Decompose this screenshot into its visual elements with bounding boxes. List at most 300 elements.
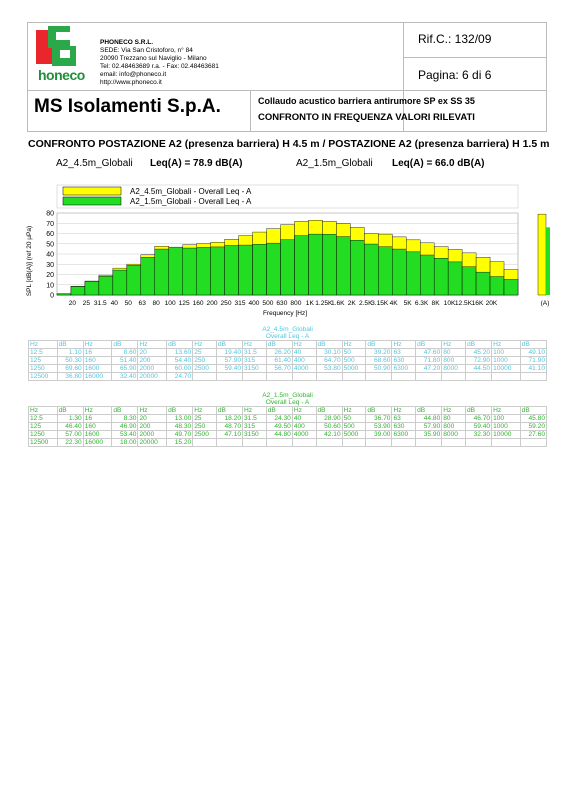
table-cell: 50.60 — [316, 423, 342, 431]
table-cell: 6300 — [392, 365, 416, 373]
table-cell: 32.30 — [465, 431, 491, 439]
legend-label-series2: A2_1.5m_Globali - Overall Leq - A — [130, 197, 252, 206]
table-cell: 10000 — [492, 431, 521, 439]
x-tick-label: 63 — [138, 300, 146, 307]
x-tick-label: (A) — [540, 300, 550, 307]
table-cell — [465, 373, 491, 381]
table-cell: 1250 — [29, 431, 58, 439]
table-cell: 71.80 — [416, 357, 442, 365]
table-cell: 57.90 — [216, 357, 242, 365]
bar-series2 — [99, 276, 113, 295]
table-cell: 49.70 — [167, 431, 193, 439]
table-cell: 40 — [292, 349, 316, 357]
divider — [27, 90, 547, 91]
table-header-cell: Hz — [492, 407, 521, 415]
x-tick-label: 31.5 — [93, 300, 107, 307]
table-cell: 12.5 — [29, 415, 58, 423]
table-cell — [416, 373, 442, 381]
address-line: email: info@phoneco.it — [100, 71, 167, 78]
table-cell: 69.60 — [57, 365, 83, 373]
table-cell — [342, 439, 366, 447]
table-cell — [216, 439, 242, 447]
x-tick-label: 8K — [431, 300, 440, 307]
table-header-cell: Hz — [442, 407, 466, 415]
bar-series2 — [155, 249, 169, 295]
bar-series2 — [504, 279, 518, 295]
table-cell: 30.10 — [316, 349, 342, 357]
table-header-cell: dB — [167, 341, 193, 349]
table-cell — [366, 373, 392, 381]
report-section-title: CONFRONTO IN FREQUENZA VALORI RILEVATI — [258, 112, 475, 123]
bar-series2 — [308, 234, 322, 295]
table-cell: 16000 — [83, 373, 112, 381]
table-cell: 50 — [342, 415, 366, 423]
table-cell — [392, 373, 416, 381]
table-cell: 20000 — [138, 373, 167, 381]
table-cell — [193, 439, 217, 447]
table-cell — [243, 439, 267, 447]
table-cell: 15.20 — [167, 439, 193, 447]
table-cell: 45.80 — [520, 415, 546, 423]
table-cell: 59.40 — [216, 365, 242, 373]
table-cell: 31.5 — [243, 349, 267, 357]
table-cell — [520, 373, 546, 381]
reference-number: Rif.C.: 132/09 — [418, 32, 492, 46]
bar-series2 — [336, 237, 350, 295]
table-cell: 400 — [292, 357, 316, 365]
table-cell: 53.90 — [366, 423, 392, 431]
table-cell: 24.70 — [167, 373, 193, 381]
bar-series2 — [378, 247, 392, 295]
x-tick-label: 250 — [220, 300, 232, 307]
address-line: http://www.phoneco.it — [100, 79, 162, 86]
table-cell: 12500 — [29, 439, 58, 447]
table-cell: 500 — [342, 357, 366, 365]
table-cell — [392, 439, 416, 447]
table-cell: 39.20 — [366, 349, 392, 357]
legend-swatch-series1 — [63, 187, 121, 195]
table-row — [29, 365, 547, 373]
overall-bar-series1 — [538, 214, 546, 295]
table-cell: 63 — [392, 349, 416, 357]
company-name: PHONECO S.R.L. — [100, 39, 154, 46]
table-cell: 1250 — [29, 365, 58, 373]
bar-series2 — [392, 249, 406, 295]
x-tick-label: 1.25K — [315, 300, 333, 307]
y-tick-label: 80 — [46, 210, 54, 218]
table-cell: 57.00 — [57, 431, 83, 439]
x-tick-label: 125 — [178, 300, 190, 307]
table-cell: 315 — [243, 357, 267, 365]
table-cell: 3150 — [243, 431, 267, 439]
table-header-row — [29, 407, 547, 415]
x-tick-label: 160 — [192, 300, 204, 307]
table-cell: 1.30 — [57, 415, 83, 423]
table-cell: 68.60 — [366, 357, 392, 365]
table-header-cell: Hz — [193, 341, 217, 349]
bar-series2 — [113, 270, 127, 295]
report-subtitle: Collaudo acustico barriera antirumore SP ex SS 35 — [258, 96, 475, 106]
table-cell: 50.30 — [57, 357, 83, 365]
table-cell: 41.10 — [520, 365, 546, 373]
overall-bar-series2 — [546, 227, 550, 295]
table-cell: 64.70 — [316, 357, 342, 365]
table-cell: 50.90 — [366, 365, 392, 373]
bar-series2 — [253, 244, 267, 295]
bar-series2 — [448, 262, 462, 295]
table-cell: 36.80 — [57, 373, 83, 381]
table-cell: 47.20 — [416, 365, 442, 373]
x-tick-label: 500 — [262, 300, 274, 307]
table-row — [29, 415, 547, 423]
y-tick-label: 70 — [46, 220, 54, 228]
x-tick-label: 20K — [485, 300, 498, 307]
table-cell — [266, 439, 292, 447]
table-header-row — [29, 341, 547, 349]
table-cell: 12.5 — [29, 349, 58, 357]
address-line: SEDE: Via San Cristoforo, n° 84 — [100, 47, 193, 54]
table-cell: 400 — [292, 423, 316, 431]
bar-series2 — [183, 248, 197, 295]
table-header-cell: dB — [316, 407, 342, 415]
bar-series2 — [239, 245, 253, 295]
table-cell: 8.30 — [112, 415, 138, 423]
client-name: MS Isolamenti S.p.A. — [34, 96, 221, 117]
table-header-cell: Hz — [83, 407, 112, 415]
table-row — [29, 349, 547, 357]
table-cell: 53.40 — [112, 431, 138, 439]
table-cell: 51.40 — [112, 357, 138, 365]
table-cell: 80 — [442, 415, 466, 423]
table-cell: 20000 — [138, 439, 167, 447]
table-cell: 16000 — [83, 439, 112, 447]
bar-series2 — [322, 234, 336, 295]
x-tick-label: 16K — [471, 300, 484, 307]
x-tick-label: 315 — [234, 300, 246, 307]
table-cell: 59.40 — [465, 423, 491, 431]
table-cell: 44.50 — [465, 365, 491, 373]
table-cell: 22.30 — [57, 439, 83, 447]
table-cell: 19.40 — [216, 349, 242, 357]
bar-series2 — [420, 255, 434, 295]
table-subtitle: Overall Leq - A — [265, 333, 310, 340]
table-cell: 800 — [442, 357, 466, 365]
table-cell: 8000 — [442, 431, 466, 439]
table-cell: 250 — [193, 357, 217, 365]
bar-series2 — [364, 244, 378, 295]
bar-series2 — [169, 247, 183, 295]
table-cell: 160 — [83, 357, 112, 365]
table-header-cell: dB — [167, 407, 193, 415]
x-tick-label: 10K — [443, 300, 456, 307]
leq-series2-value: Leq(A) = 66.0 dB(A) — [392, 158, 485, 169]
table-cell: 39.00 — [366, 431, 392, 439]
table-cell — [216, 373, 242, 381]
table-cell: 40 — [292, 415, 316, 423]
x-tick-label: 100 — [164, 300, 176, 307]
company-info — [100, 39, 219, 87]
table-header-cell: dB — [57, 341, 83, 349]
table-row — [29, 373, 547, 381]
table-cell: 630 — [392, 423, 416, 431]
x-tick-label: 5K — [403, 300, 412, 307]
table-header-cell: dB — [316, 341, 342, 349]
table-cell: 44.80 — [416, 415, 442, 423]
page-number: Pagina: 6 di 6 — [418, 68, 492, 82]
table-cell: 80 — [442, 349, 466, 357]
data-table-series2 — [28, 392, 547, 447]
table-cell: 54.40 — [167, 357, 193, 365]
bar-series2 — [141, 257, 155, 295]
x-tick-label: 630 — [276, 300, 288, 307]
table-cell: 50 — [342, 349, 366, 357]
table-cell — [266, 373, 292, 381]
table-cell: 4000 — [292, 365, 316, 373]
table-header-cell: dB — [112, 341, 138, 349]
table-header-cell: dB — [216, 407, 242, 415]
table-cell: 630 — [392, 357, 416, 365]
table-cell: 13.00 — [167, 415, 193, 423]
bar-series2 — [57, 294, 71, 295]
bar-series2 — [294, 236, 308, 295]
leq-series1-name: A2_4.5m_Globali — [56, 158, 133, 169]
y-tick-label: 40 — [46, 251, 54, 259]
x-tick-label: 2.5K — [358, 300, 373, 307]
table-cell — [342, 373, 366, 381]
table-cell: 8.60 — [112, 349, 138, 357]
x-tick-label: 3.15K — [371, 300, 389, 307]
table-cell: 2500 — [193, 431, 217, 439]
table-cell: 60.00 — [167, 365, 193, 373]
bar-series2 — [71, 286, 85, 295]
address-line: 20090 Trezzano sul Naviglio - Milano — [100, 55, 207, 62]
table-header-cell: Hz — [29, 407, 58, 415]
x-tick-label: 2K — [347, 300, 356, 307]
table-cell: 56.70 — [266, 365, 292, 373]
y-tick-label: 20 — [46, 272, 54, 279]
data-table-series1 — [28, 326, 547, 381]
table-cell: 28.90 — [316, 415, 342, 423]
table-cell: 49.10 — [520, 349, 546, 357]
table-cell: 71.90 — [520, 357, 546, 365]
table-cell: 25 — [193, 415, 217, 423]
table-cell: 1000 — [492, 423, 521, 431]
bar-series2 — [267, 243, 281, 295]
spectrum-chart — [20, 183, 550, 323]
table-title: A2_1.5m_Globali — [262, 392, 313, 399]
address-line: Tel: 02.48463689 r.a. - Fax: 02.48463681 — [100, 63, 219, 70]
table-cell: 8000 — [442, 365, 466, 373]
table-cell: 125 — [29, 357, 58, 365]
table-row — [29, 439, 547, 447]
table-header-cell: dB — [366, 341, 392, 349]
table-cell — [442, 439, 466, 447]
table-header-cell: dB — [366, 407, 392, 415]
table-cell: 100 — [492, 415, 521, 423]
table-title: A2_4.5m_Globali — [262, 326, 313, 333]
table-header-cell: Hz — [292, 341, 316, 349]
bar-series2 — [197, 247, 211, 295]
y-axis-label: SPL [dB(A)] (ref 20 µPa) — [26, 225, 33, 297]
legend-box — [57, 185, 518, 208]
x-tick-label: 80 — [152, 300, 160, 307]
table-header-cell: dB — [520, 407, 546, 415]
table-cell: 27.60 — [520, 431, 546, 439]
bar-series2 — [225, 245, 239, 295]
leq-series2-name: A2_1.5m_Globali — [296, 158, 373, 169]
table-cell: 32.40 — [112, 373, 138, 381]
table-cell: 20 — [138, 415, 167, 423]
bar-series2 — [211, 247, 225, 295]
logo-wordmark: honeco — [38, 67, 85, 83]
table-cell — [492, 439, 521, 447]
bar-series2 — [127, 265, 141, 295]
table-header-cell: dB — [266, 407, 292, 415]
table-row — [29, 357, 547, 365]
bar-series2 — [434, 258, 448, 295]
x-tick-label: 1K — [305, 300, 314, 307]
table-cell: 1600 — [83, 365, 112, 373]
table-header-cell: Hz — [243, 341, 267, 349]
divider — [250, 90, 251, 132]
x-tick-label: 12.5K — [454, 300, 473, 307]
table-cell: 1600 — [83, 431, 112, 439]
table-cell: 5000 — [342, 365, 366, 373]
bar-series2 — [462, 267, 476, 295]
table-header-cell: Hz — [392, 341, 416, 349]
x-tick-label: 25 — [82, 300, 91, 307]
table-header-cell: Hz — [442, 341, 466, 349]
table-header-cell: dB — [465, 407, 491, 415]
table-cell — [520, 439, 546, 447]
x-tick-label: 20 — [68, 300, 77, 307]
x-tick-label: 800 — [290, 300, 302, 307]
table-cell — [416, 439, 442, 447]
legend-swatch-series2 — [63, 197, 121, 205]
table-header-cell: dB — [112, 407, 138, 415]
table-header-cell: dB — [216, 341, 242, 349]
y-tick-label: 10 — [46, 282, 54, 290]
table-cell: 48.70 — [216, 423, 242, 431]
table-cell: 31.5 — [243, 415, 267, 423]
table-cell: 42.10 — [316, 431, 342, 439]
x-tick-label: 400 — [248, 300, 260, 307]
table-header-cell: Hz — [342, 407, 366, 415]
y-tick-label: 0 — [50, 292, 54, 300]
table-cell — [316, 373, 342, 381]
table-cell — [292, 373, 316, 381]
table-cell: 35.90 — [416, 431, 442, 439]
table-cell: 3150 — [243, 365, 267, 373]
table-cell: 46.40 — [57, 423, 83, 431]
table-cell: 49.50 — [266, 423, 292, 431]
bar-series2 — [406, 252, 420, 295]
table-cell: 200 — [138, 357, 167, 365]
table-cell: 250 — [193, 423, 217, 431]
table-cell — [292, 439, 316, 447]
table-header-cell: Hz — [138, 407, 167, 415]
table-header-cell: Hz — [193, 407, 217, 415]
table-cell: 2000 — [138, 365, 167, 373]
table-cell: 2000 — [138, 431, 167, 439]
table-cell: 57.90 — [416, 423, 442, 431]
x-tick-label: 200 — [206, 300, 218, 307]
table-cell: 24.30 — [266, 415, 292, 423]
table-header-cell: Hz — [392, 407, 416, 415]
x-tick-label: 50 — [124, 300, 132, 307]
table-cell: 125 — [29, 423, 58, 431]
bar-series2 — [85, 282, 99, 295]
table-cell: 18.00 — [112, 439, 138, 447]
table-cell — [442, 373, 466, 381]
table-row — [29, 431, 547, 439]
divider — [403, 57, 547, 58]
table-header-cell: dB — [416, 341, 442, 349]
table-cell — [316, 439, 342, 447]
table-cell: 200 — [138, 423, 167, 431]
bar-series2 — [476, 272, 490, 295]
table-cell — [243, 373, 267, 381]
table-subtitle: Overall Leq - A — [265, 399, 310, 406]
table-cell — [366, 439, 392, 447]
table-cell: 26.20 — [266, 349, 292, 357]
table-header-cell: dB — [520, 341, 546, 349]
x-tick-label: 1.6K — [331, 300, 345, 307]
table-cell: 46.90 — [112, 423, 138, 431]
phoneco-logo — [34, 26, 94, 82]
table-header-cell: Hz — [138, 341, 167, 349]
table-header-cell: Hz — [83, 341, 112, 349]
page-title: CONFRONTO POSTAZIONE A2 (presenza barriera) H 4.5 m / POSTAZIONE A2 (presenza barriera) H 1.5 m — [28, 138, 550, 150]
table-cell: 20 — [138, 349, 167, 357]
table-cell: 46.70 — [465, 415, 491, 423]
table-cell: 16 — [83, 415, 112, 423]
legend-label-series1: A2_4.5m_Globali - Overall Leq - A — [130, 187, 252, 196]
bar-series2 — [281, 240, 295, 295]
chart-legend — [57, 185, 518, 208]
table-cell: 1.10 — [57, 349, 83, 357]
bar-series2 — [350, 240, 364, 295]
table-cell: 16 — [83, 349, 112, 357]
table-cell: 18.20 — [216, 415, 242, 423]
table-cell: 1000 — [492, 357, 521, 365]
table-cell: 25 — [193, 349, 217, 357]
table-cell: 53.80 — [316, 365, 342, 373]
table-cell: 36.70 — [366, 415, 392, 423]
table-header-cell: dB — [266, 341, 292, 349]
table-cell — [465, 439, 491, 447]
table-cell: 47.10 — [216, 431, 242, 439]
table-cell: 44.80 — [266, 431, 292, 439]
table-cell: 5000 — [342, 431, 366, 439]
table-cell: 315 — [243, 423, 267, 431]
y-tick-label: 60 — [46, 231, 54, 238]
table-cell — [193, 373, 217, 381]
table-header-cell: Hz — [492, 341, 521, 349]
table-cell: 6300 — [392, 431, 416, 439]
table-cell: 10000 — [492, 365, 521, 373]
x-tick-label: 40 — [110, 300, 118, 307]
table-cell: 65.90 — [112, 365, 138, 373]
table-header-cell: Hz — [342, 341, 366, 349]
table-cell: 800 — [442, 423, 466, 431]
table-cell: 59.20 — [520, 423, 546, 431]
table-row — [29, 423, 547, 431]
y-tick-label: 50 — [46, 241, 54, 249]
table-header-cell: dB — [57, 407, 83, 415]
table-cell: 12500 — [29, 373, 58, 381]
table-header-cell: dB — [465, 341, 491, 349]
